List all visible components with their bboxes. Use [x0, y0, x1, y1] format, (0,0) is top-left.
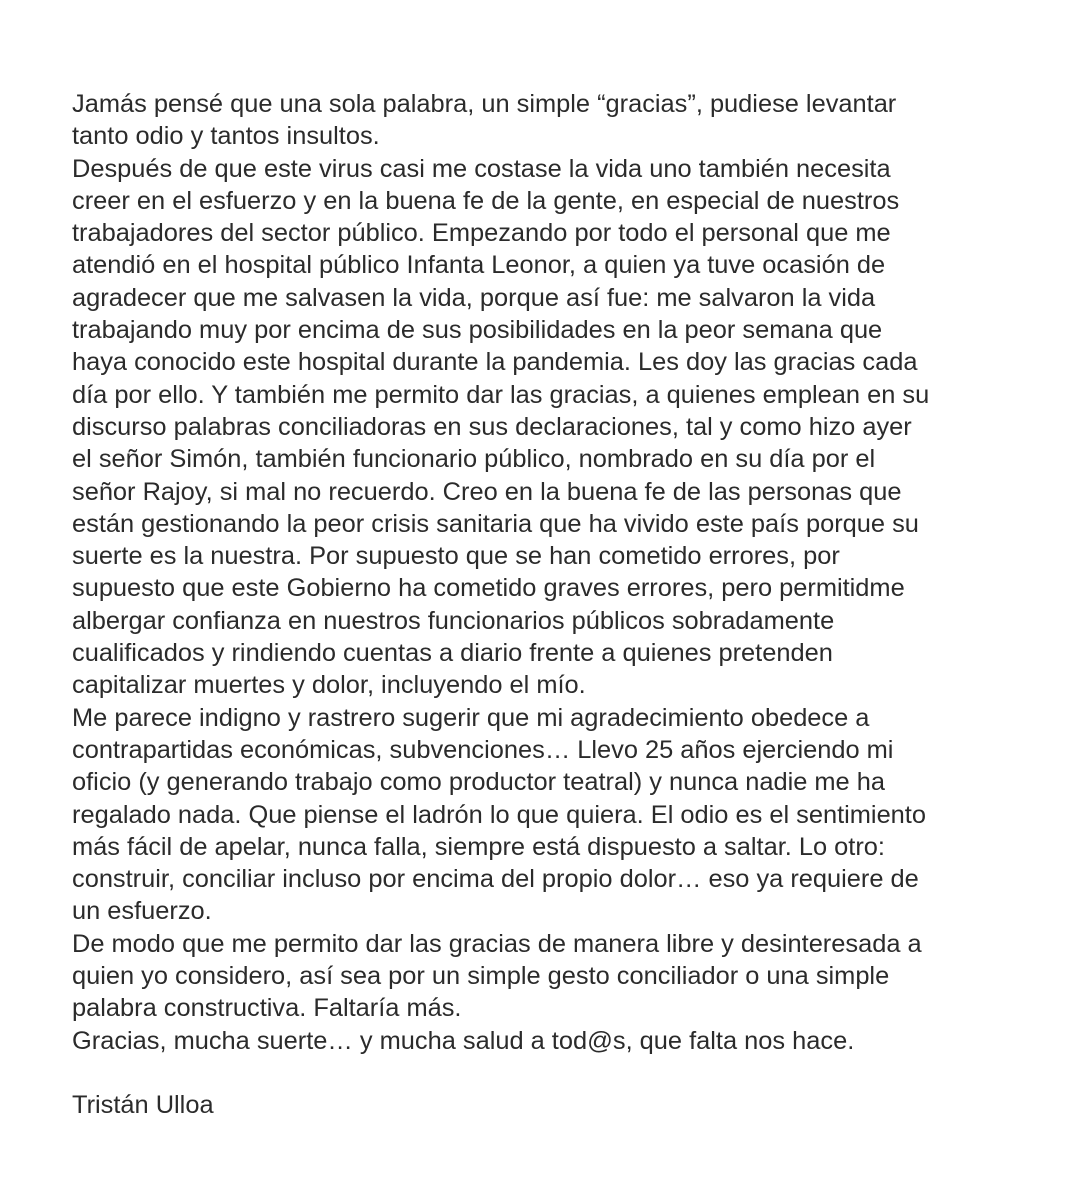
letter-line: Después de que este virus casi me costase la vida uno también necesita: [72, 154, 891, 183]
letter-line: quien yo considero, así sea por un simple gesto conciliador o una simple: [72, 962, 890, 991]
letter-line: agradecer que me salvasen la vida, porque así fue: me salvaron la vida: [72, 283, 876, 312]
letter-line: cualificados y rindiendo cuentas a diario frente a quienes pretenden: [72, 639, 833, 668]
letter-line: señor Rajoy, si mal no recuerdo. Creo en la buena fe de las personas que: [72, 477, 902, 506]
letter-line: trabajadores del sector público. Empezando por todo el personal que me: [72, 219, 891, 248]
letter-line: un esfuerzo.: [72, 897, 212, 926]
letter-line: Gracias, mucha suerte… y mucha salud a tod@s, que falta nos hace.: [72, 1026, 855, 1055]
signature: Tristán Ulloa: [72, 1091, 214, 1120]
letter-line: Me parece indigno y rastrero sugerir que mi agradecimiento obedece a: [72, 703, 870, 732]
letter-line: el señor Simón, también funcionario público, nombrado en su día por el: [72, 445, 876, 474]
letter-line: regalado nada. Que piense el ladrón lo que quiera. El odio es el sentimiento: [72, 800, 926, 829]
letter-line: discurso palabras conciliadoras en sus declaraciones, tal y como hizo ayer: [72, 412, 912, 441]
letter-line: capitalizar muertes y dolor, incluyendo el mío.: [72, 671, 586, 700]
letter-line: albergar confianza en nuestros funcionarios públicos sobradamente: [72, 606, 835, 635]
letter-body: [72, 88, 1062, 1122]
letter-line: día por ello. Y también me permito dar las gracias, a quienes emplean en su: [72, 380, 930, 409]
letter-line: trabajando muy por encima de sus posibilidades en la peor semana que: [72, 316, 883, 345]
letter-line: suerte es la nuestra. Por supuesto que se han cometido errores, por: [72, 542, 840, 571]
letter-line: Jamás pensé que una sola palabra, un simple “gracias”, pudiese levantar: [72, 90, 897, 118]
letter-line: De modo que me permito dar las gracias de manera libre y desinteresada a: [72, 929, 922, 958]
letter-line: tanto odio y tantos insultos.: [72, 122, 380, 151]
letter-line: creer en el esfuerzo y en la buena fe de la gente, en especial de nuestros: [72, 186, 900, 215]
letter-line: oficio (y generando trabajo como productor teatral) y nunca nadie me ha: [72, 768, 885, 797]
letter-line: más fácil de apelar, nunca falla, siempre está dispuesto a saltar. Lo otro:: [72, 832, 885, 861]
paragraph-spacer: [72, 1057, 1062, 1089]
letter-line: están gestionando la peor crisis sanitaria que ha vivido este país porque su: [72, 509, 919, 538]
letter-line: contrapartidas económicas, subvenciones… Llevo 25 años ejerciendo mi: [72, 735, 894, 764]
letter-line: palabra constructiva. Faltaría más.: [72, 994, 462, 1023]
letter-line: atendió en el hospital público Infanta Leonor, a quien ya tuve ocasión de: [72, 251, 886, 280]
letter-line: construir, conciliar incluso por encima del propio dolor… eso ya requiere de: [72, 865, 919, 894]
letter-line: supuesto que este Gobierno ha cometido graves errores, pero permitidme: [72, 574, 905, 603]
letter-line: haya conocido este hospital durante la pandemia. Les doy las gracias cada: [72, 348, 918, 377]
